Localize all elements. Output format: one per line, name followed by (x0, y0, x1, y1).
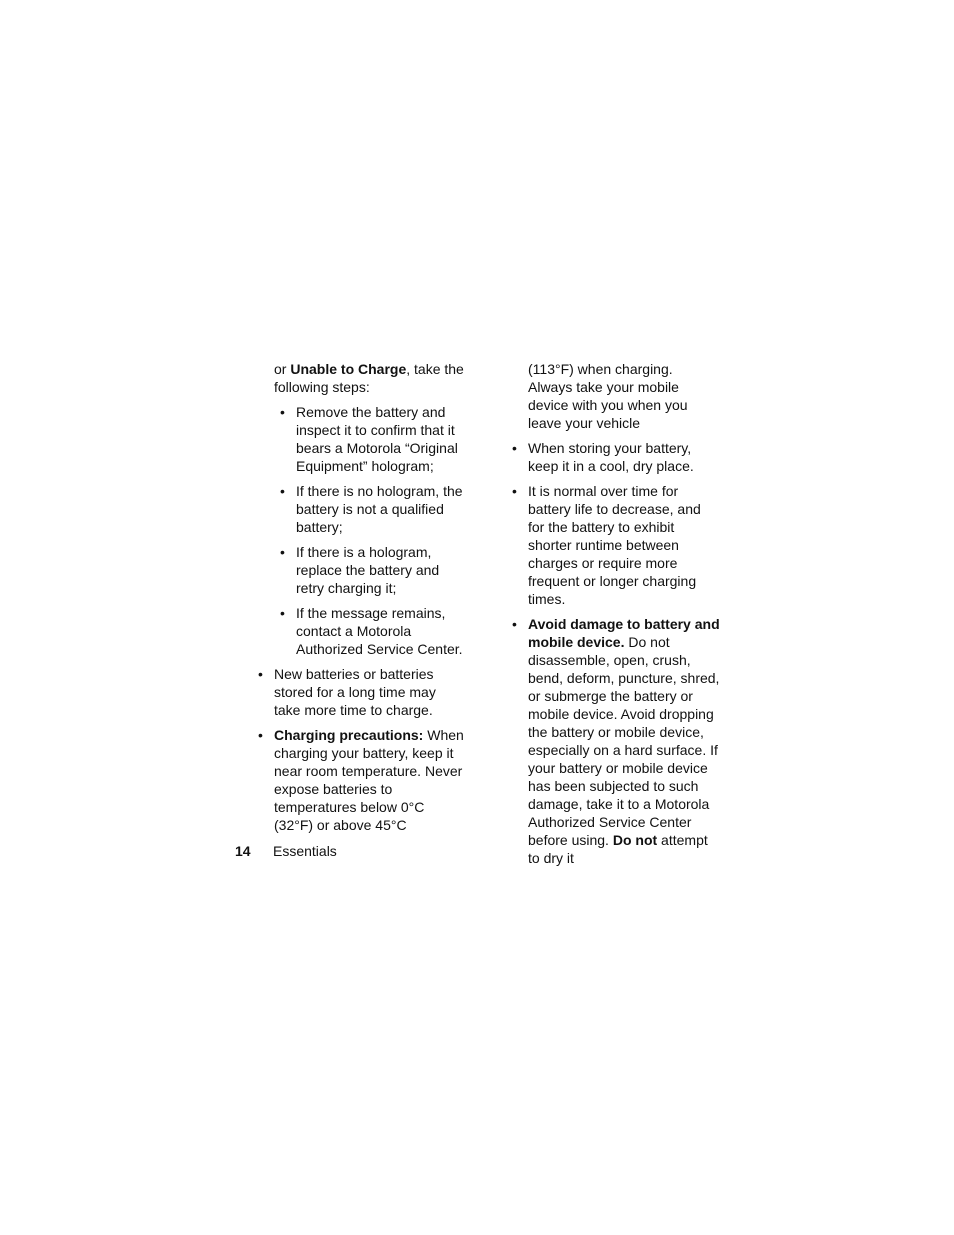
list-item-avoid-damage (510, 615, 720, 867)
continuation-paragraph (528, 360, 720, 432)
page-footer (235, 843, 337, 859)
sub-item-text: Remove the battery and inspect it to confirm that it bears a Motorola “Original Equipment” hologram; (296, 404, 458, 474)
sub-list-item (278, 403, 466, 475)
charging-precautions-heading: Charging precautions: (274, 727, 424, 743)
list-item-text: New batteries or batteries stored for a long time may take more time to charge. (274, 666, 436, 718)
list-item-charging-precautions (256, 726, 466, 834)
list-item-text-end: attempt to dry it (528, 832, 708, 866)
intro-bold-term: Unable to Charge (290, 361, 407, 377)
continuation-text: (113°F) when charging. Always take your mobile device with you when you leave your vehicle (528, 361, 688, 431)
intro-paragraph (274, 360, 466, 396)
sub-item-text: If there is no hologram, the battery is not a qualified battery; (296, 483, 463, 535)
sub-list-item (278, 543, 466, 597)
intro-suffix: , take the following steps: (274, 361, 464, 395)
page-number: 14 (235, 843, 251, 859)
list-item-text: When charging your battery, keep it near room temperature. Never expose batteries to temperatures below 0°C (32°F) or above 45°C (274, 727, 464, 833)
list-item-text: When storing your battery, keep it in a cool, dry place. (528, 440, 694, 474)
sub-list-item (278, 604, 466, 658)
right-column (510, 360, 720, 874)
list-item-text: It is normal over time for battery life to decrease, and for the battery to exhibit shorter runtime between charges or require more frequent or longer charging times. (528, 483, 701, 607)
avoid-damage-heading: Avoid damage to battery and mobile device. (528, 616, 720, 650)
sub-list-item (278, 482, 466, 536)
sub-item-text: If there is a hologram, replace the battery and retry charging it; (296, 544, 440, 596)
do-not-emphasis: Do not (612, 832, 658, 848)
list-item-new-batteries (256, 665, 466, 719)
left-column (256, 360, 466, 841)
list-item-text: Do not disassemble, open, crush, bend, deform, puncture, shred, or submerge the battery or mobile device. Avoid dropping the battery or mobile device, especially on a hard surface. If your battery or mobile device has been subjected to such damage, take it to a Motorola Authorized Service Center before using. (528, 634, 720, 848)
list-item-normal-wear (510, 482, 720, 608)
intro-prefix: or (274, 361, 291, 377)
sub-item-text: If the message remains, contact a Motorola Authorized Service Center. (296, 605, 463, 657)
list-item-storing (510, 439, 720, 475)
section-title: Essentials (273, 843, 337, 859)
